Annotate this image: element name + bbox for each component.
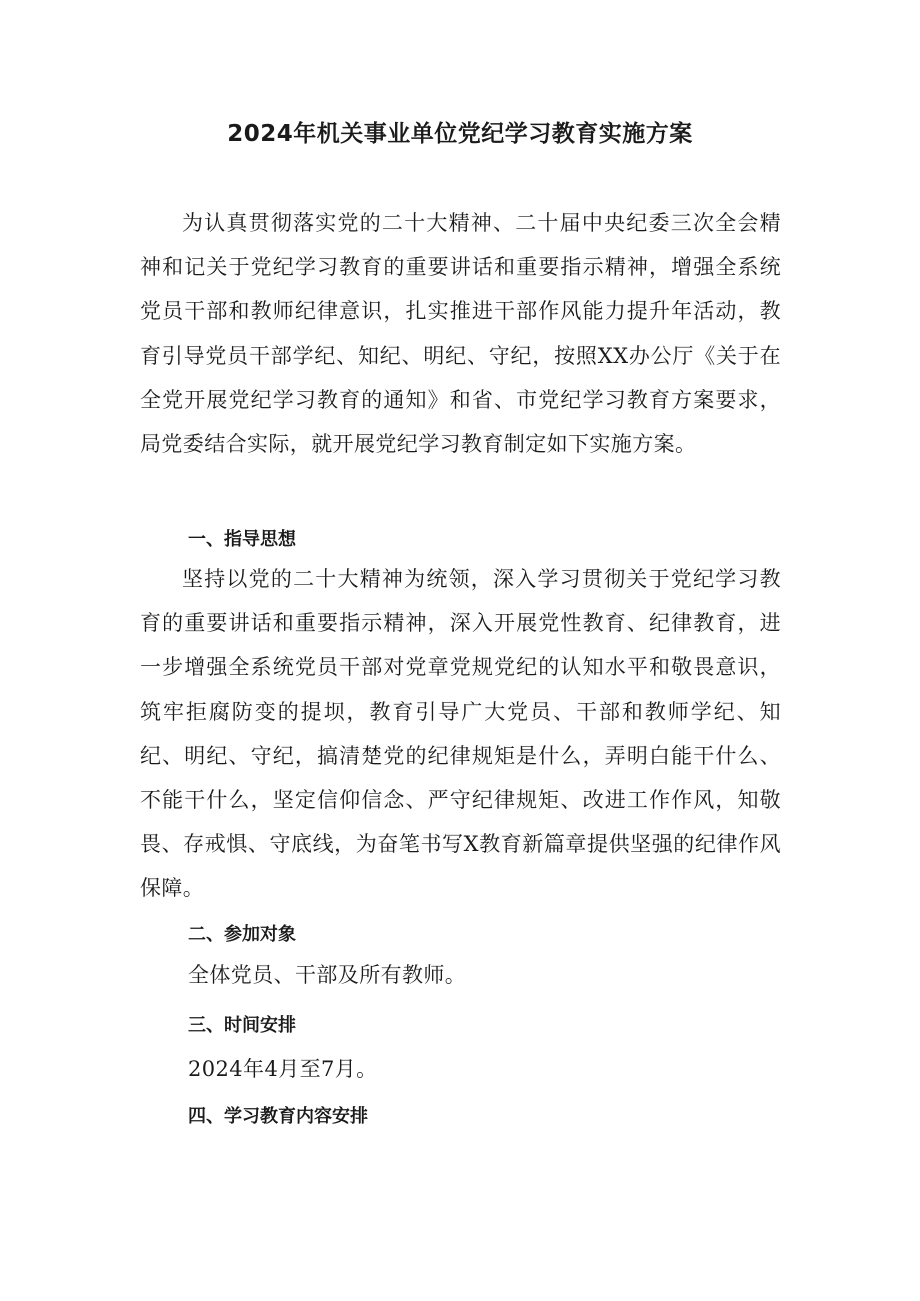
section-body-guiding-ideology: 坚持以党的二十大精神为统领，深入学习贯彻关于党纪学习教育的重要讲话和重要指示精神，深入开展党性教育、纪律教育，进一步增强全系统党员干部对党章党规党纪的认知水平和敬畏意识，筑牢拒腐防变的提坝，教育引导广大党员、干部和教师学纪、知纪、明纪、守纪，搞清楚党的纪律规矩是什么，弄明白能干什么、不能干什么，坚定信仰信念、严守纪律规矩、改进工作作风，知敬畏、存戒惧、守底线，为奋笔书写X教育新篇章提供坚强的纪律作风保障。: [140, 567, 781, 901]
section-heading-participants: 二、参加对象: [188, 924, 296, 945]
section-heading-schedule: 三、时间安排: [188, 1015, 296, 1036]
section-body-schedule: 2024年4月至7月。: [188, 1057, 378, 1081]
section-heading-content-arrangement: 四、学习教育内容安排: [188, 1106, 368, 1127]
section-heading-guiding-ideology: 一、指导思想: [188, 529, 296, 550]
section-body-participants: 全体党员、干部及所有教师。: [188, 963, 467, 987]
intro-paragraph: 为认真贯彻落实党的二十大精神、二十届中央纪委三次全会精神和记关于党纪学习教育的重要讲话和重要指示精神，增强全系统党员干部和教师纪律意识，扎实推进干部作风能力提升年活动，教育引导党员干部学纪、知纪、明纪、守纪，按照XX办公厅《关于在全党开展党纪学习教育的通知》和省、市党纪学习教育方案要求，局党委结合实际，就开展党纪学习教育制定如下实施方案。: [140, 211, 781, 457]
document-title: 2024年机关事业单位党纪学习教育实施方案: [227, 121, 693, 147]
